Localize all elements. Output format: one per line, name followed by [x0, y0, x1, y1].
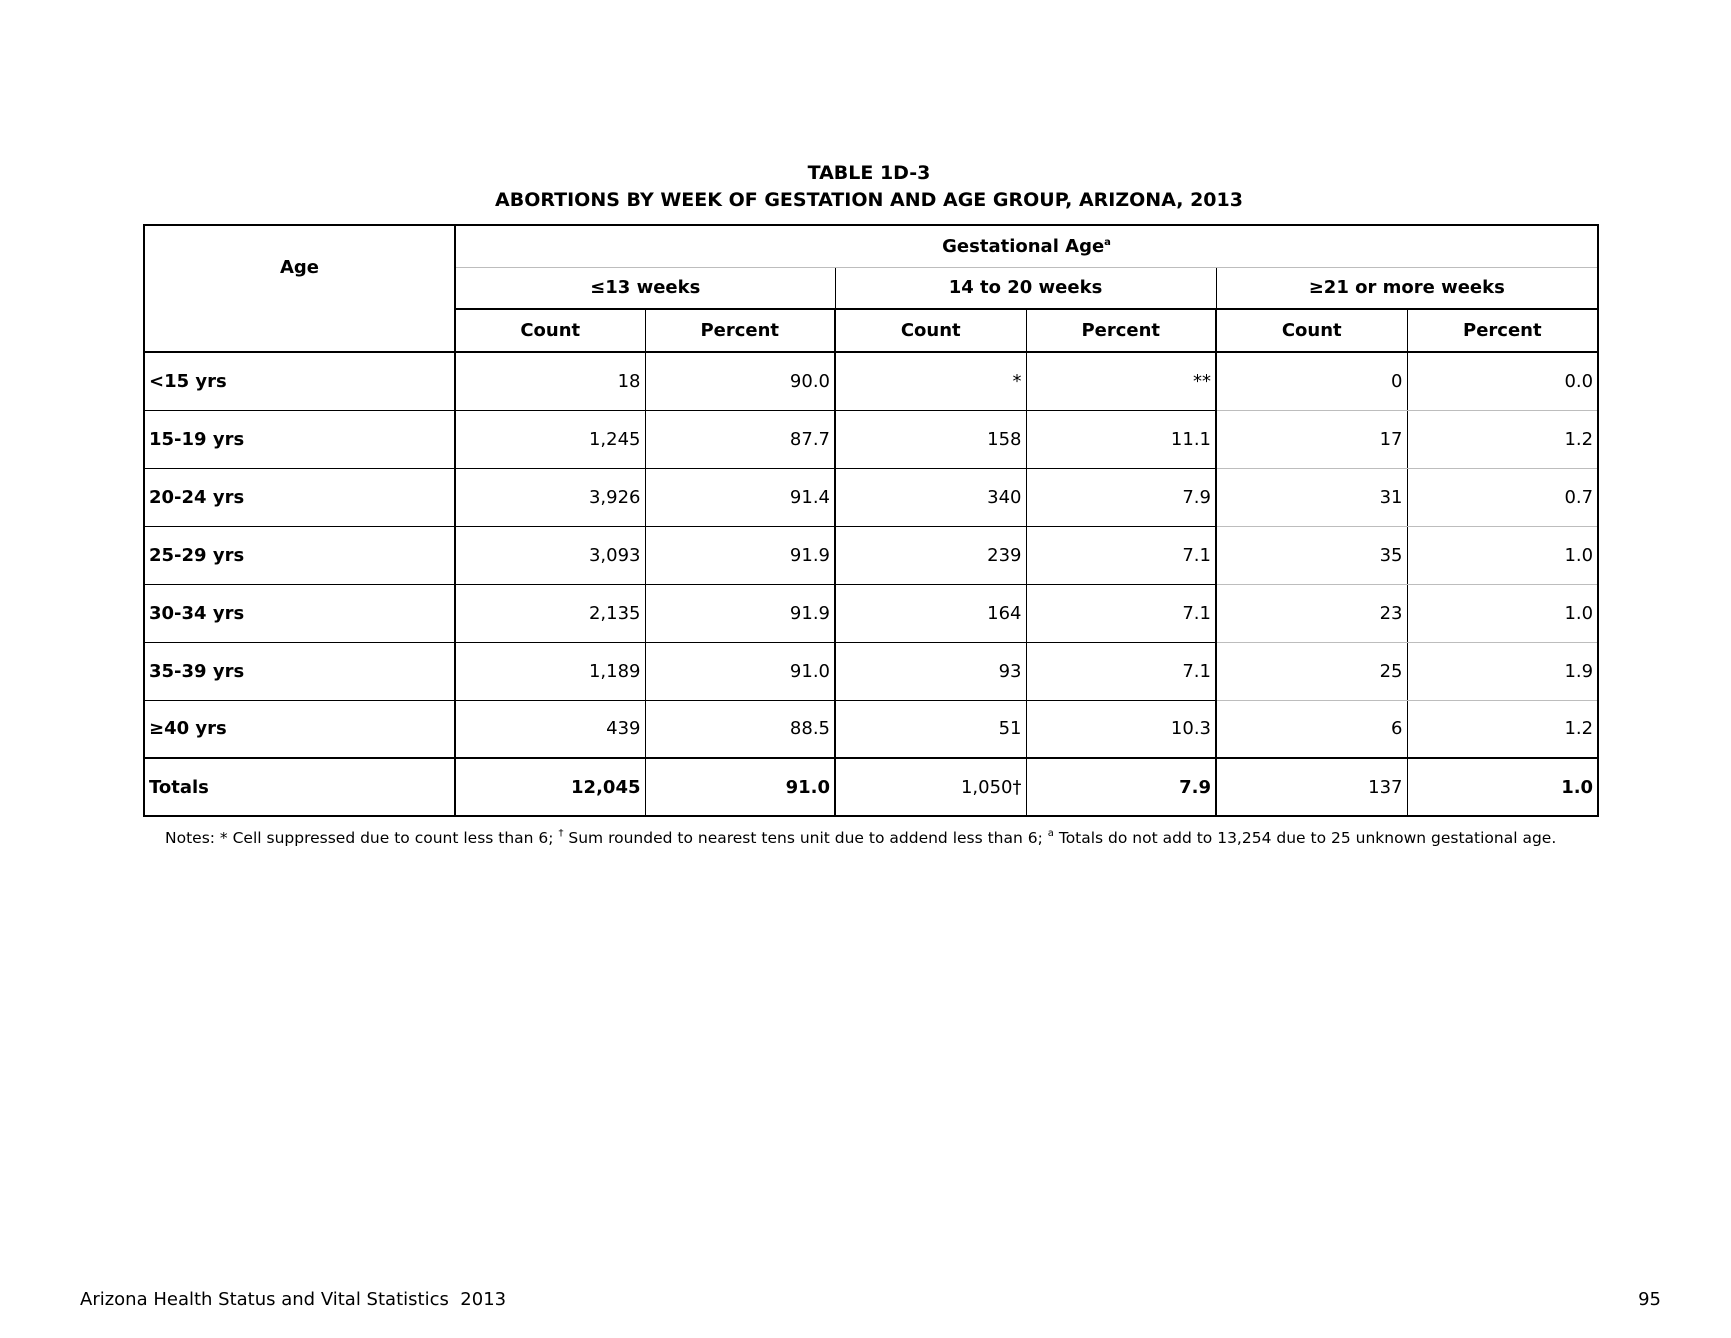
cell: 25 — [1216, 642, 1407, 700]
group-header-21-weeks: ≥21 or more weeks — [1216, 267, 1598, 309]
footnote-a-mark: a — [1047, 828, 1054, 839]
subheader-percent: Percent — [645, 309, 835, 352]
cell: 439 — [455, 700, 645, 758]
cell: 11.1 — [1026, 410, 1216, 468]
row-label: 15-19 yrs — [144, 410, 455, 468]
total-cell: 137 — [1216, 758, 1407, 816]
cell: 7.1 — [1026, 526, 1216, 584]
page-number: 95 — [1638, 1289, 1661, 1310]
row-label: <15 yrs — [144, 352, 455, 410]
total-cell: 7.9 — [1026, 758, 1216, 816]
cell: 91.4 — [645, 468, 835, 526]
table-number: TABLE 1D-3 — [807, 162, 931, 184]
cell: 340 — [835, 468, 1026, 526]
table-row — [144, 584, 1598, 642]
header-row-1 — [144, 225, 1598, 267]
total-cell: 1.0 — [1561, 776, 1594, 798]
cell: 87.7 — [645, 410, 835, 468]
cell: 91.0 — [645, 642, 835, 700]
cell: 93 — [835, 642, 1026, 700]
table-row — [144, 468, 1598, 526]
subheader-percent: Percent — [1407, 309, 1598, 352]
subheader-percent: Percent — [1026, 309, 1216, 352]
notes-part-3: Totals do not add to 13,254 due to 25 unknown gestational age. — [1058, 829, 1557, 847]
group-header-14-20-weeks: 14 to 20 weeks — [835, 267, 1216, 309]
row-label: 30-34 yrs — [144, 584, 455, 642]
subheader-count: Count — [455, 309, 645, 352]
cell: 88.5 — [645, 700, 835, 758]
age-header: Age — [144, 225, 455, 309]
row-label: 25-29 yrs — [144, 526, 455, 584]
cell: 1.2 — [1407, 410, 1598, 468]
dagger-mark: † — [558, 828, 564, 839]
cell: 1,189 — [455, 642, 645, 700]
row-label: 20-24 yrs — [144, 468, 455, 526]
row-label: 35-39 yrs — [144, 642, 455, 700]
cell: 3,926 — [455, 468, 645, 526]
subheader-count: Count — [1216, 309, 1407, 352]
cell: 17 — [1216, 410, 1407, 468]
cell: 7.1 — [1026, 584, 1216, 642]
gestational-age-header — [455, 225, 1598, 267]
cell: 23 — [1216, 584, 1407, 642]
total-cell: 91.0 — [645, 758, 835, 816]
notes-part-1: Notes: * Cell suppressed due to count less than 6; — [165, 829, 554, 847]
cell: ** — [1026, 352, 1216, 410]
cell: 158 — [835, 410, 1026, 468]
cell: 51 — [835, 700, 1026, 758]
table-row — [144, 526, 1598, 584]
cell: * — [835, 352, 1026, 410]
cell: 31 — [1216, 468, 1407, 526]
table-notes — [165, 828, 1556, 847]
totals-row — [144, 758, 1598, 816]
table-row — [144, 642, 1598, 700]
cell: 1.0 — [1407, 526, 1598, 584]
cell: 1.0 — [1407, 584, 1598, 642]
row-label: ≥40 yrs — [144, 700, 455, 758]
table-row — [144, 410, 1598, 468]
cell: 164 — [835, 584, 1026, 642]
cell: 7.1 — [1026, 642, 1216, 700]
cell: 91.9 — [645, 526, 835, 584]
cell: 10.3 — [1026, 700, 1216, 758]
cell: 239 — [835, 526, 1026, 584]
cell: 0 — [1216, 352, 1407, 410]
cell: 7.9 — [1026, 468, 1216, 526]
gestational-age-footnote-mark: a — [1104, 236, 1111, 248]
subheader-count: Count — [835, 309, 1026, 352]
cell: 90.0 — [645, 352, 835, 410]
cell: 1.2 — [1407, 700, 1598, 758]
total-cell: 12,045 — [455, 758, 645, 816]
cell: 18 — [455, 352, 645, 410]
cell: 6 — [1216, 700, 1407, 758]
table-title — [143, 160, 1595, 214]
cell: 2,135 — [455, 584, 645, 642]
totals-label: Totals — [144, 758, 455, 816]
notes-part-2: Sum rounded to nearest tens unit due to addend less than 6; — [568, 829, 1043, 847]
cell: 1.9 — [1407, 642, 1598, 700]
abortions-table — [143, 224, 1599, 817]
cell: 0.7 — [1407, 468, 1598, 526]
cell: 3,093 — [455, 526, 645, 584]
table-row — [144, 352, 1598, 410]
total-cell: 1,050† — [835, 758, 1026, 816]
group-header-13-weeks: ≤13 weeks — [455, 267, 835, 309]
table-caption: ABORTIONS BY WEEK OF GESTATION AND AGE GROUP, ARIZONA, 2013 — [495, 189, 1243, 211]
cell: 1,245 — [455, 410, 645, 468]
header-row-3 — [144, 309, 1598, 352]
footer-publication: Arizona Health Status and Vital Statistics 2013 — [80, 1289, 507, 1310]
cell: 0.0 — [1407, 352, 1598, 410]
cell: 91.9 — [645, 584, 835, 642]
gestational-age-label: Gestational Age — [942, 235, 1105, 257]
cell: 35 — [1216, 526, 1407, 584]
blank-header-cell — [144, 309, 455, 352]
table-row — [144, 700, 1598, 758]
